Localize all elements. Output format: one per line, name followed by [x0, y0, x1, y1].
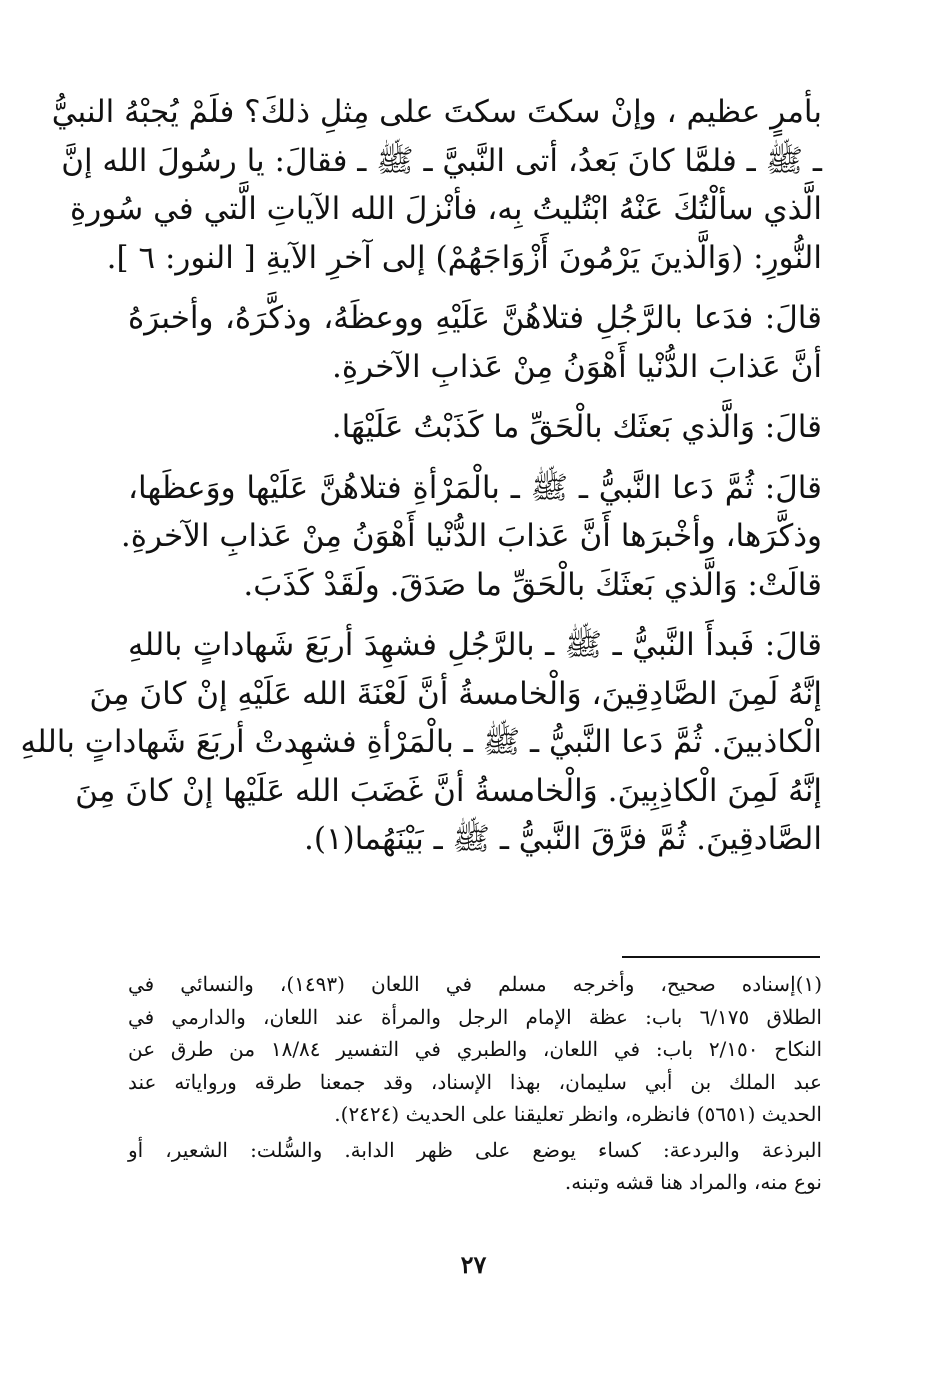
- footnote-line: الحديث (٥٦٥١) فانظره، وانظر تعليقنا على الحديث (٢٤٢٤).: [334, 1102, 822, 1126]
- text-line: إنَّهُ لَمِنَ الْكاذِبِينَ. وَالْخامسةُ أنَّ غَضَبَ الله عَلَيْها إنْ كانَ مِنَ: [75, 772, 822, 809]
- footnote-line: الطلاق ٦/١٧٥ باب: عظة الإمام الرجل والمرأة عند اللعان، والدارمي في: [128, 1004, 822, 1029]
- footnotes: [128, 968, 822, 1199]
- text-line: ـ ﷺ ـ فلمَّا كانَ بَعدُ، أتى النَّبيَّ ـ ﷺ ـ فقالَ: يا رسُولَ الله إنَّ: [61, 142, 822, 179]
- text-line: الَّذي سألْتُكَ عَنْهُ ابْتُليتُ بِه، فأنْزلَ الله الآياتِ الَّتي في سُورةِ: [70, 191, 822, 227]
- footnote-line: (١)إسناده صحيح، وأخرجه مسلم في اللعان (١٤٩٣)، والنسائي في: [128, 972, 822, 996]
- footnote-line: نوع منه، والمراد هنا قشه وتبنه.: [564, 1170, 822, 1194]
- text-line: بأمرٍ عظيم ، وإنْ سكتَ سكتَ على مِثلِ ذلكَ؟ فلَمْ يُجبْهُ النبيُّ: [51, 94, 822, 130]
- footnote-separator: [622, 956, 820, 958]
- text-line: أنَّ عَذابَ الدُّنْيا أَهْوَنُ مِنْ عَذابِ الآخرةِ.: [332, 348, 822, 385]
- text-line: قالَ: فَبدأَ النَّبيُّ ـ ﷺ ـ بالرَّجُلِ فشهِدَ أربَعَ شَهاداتٍ باللهِ: [128, 627, 822, 663]
- text-line: النُّورِ: (وَالَّذينَ يَرْمُونَ أَزْوَاجَهُمْ) إلى آخرِ الآيةِ [ النور: ٦ ].: [106, 239, 822, 276]
- text-line: الصَّادقِينَ. ثُمَّ فرَّقَ النَّبيُّ ـ ﷺ ـ بَيْنَهُما(١).: [304, 821, 822, 857]
- footnote-line: البرذعة والبردعة: كساء يوضع على ظهر الدابة. والسُّلت: الشعير، أو: [128, 1137, 822, 1162]
- text-line: قالَ: ثُمَّ دَعا النَّبيُّ ـ ﷺ ـ بالْمَرْأةِ فتلاهُنَّ عَلَيْها ووَعظَها،: [128, 469, 822, 506]
- text-line: إنَّهُ لَمِنَ الصَّادِقِينَ، وَالْخامسةُ أنَّ لَعْنَةَ الله عَلَيْهِ إنْ كانَ مِنَ: [89, 675, 822, 712]
- text-line: وذكَّرَها، وأخْبرَها أَنَّ عَذابَ الدُّنْيا أَهْوَنُ مِنْ عَذابِ الآخرةِ.: [120, 518, 822, 554]
- text-line: قالَ: وَالَّذي بَعثَك بالْحَقِّ ما كَذَبْتُ عَلَيْهَا.: [331, 409, 822, 445]
- page-number: ٢٧: [460, 1250, 487, 1279]
- footnote-line: عبد الملك بن أبي سليمان، بهذا الإسناد، وقد جمعنا طرقه ورواياته عند: [128, 1069, 822, 1094]
- text-line: قالَ: فدَعا بالرَّجُلِ فتلاهُنَّ عَلَيْهِ ووعظَهُ، وذكَّرَهُ، وأخبرَهُ: [128, 300, 822, 336]
- main-text: [20, 88, 822, 864]
- text-line: الْكاذبينَ. ثُمَّ دَعا النَّبيُّ ـ ﷺ ـ بالْمَرْأةِ فشهِدتْ أربَعَ شَهاداتٍ باللهِ: [20, 724, 822, 760]
- text-line: قالَتْ: وَالَّذي بَعثَكَ بالْحَقِّ ما صَدَقَ. ولَقَدْ كَذَبَ.: [243, 566, 822, 603]
- footnote-line: النكاح ٢/١٥٠ باب: في اللعان، والطبري في التفسير ١٨/٨٤ من طرق عن: [128, 1037, 823, 1061]
